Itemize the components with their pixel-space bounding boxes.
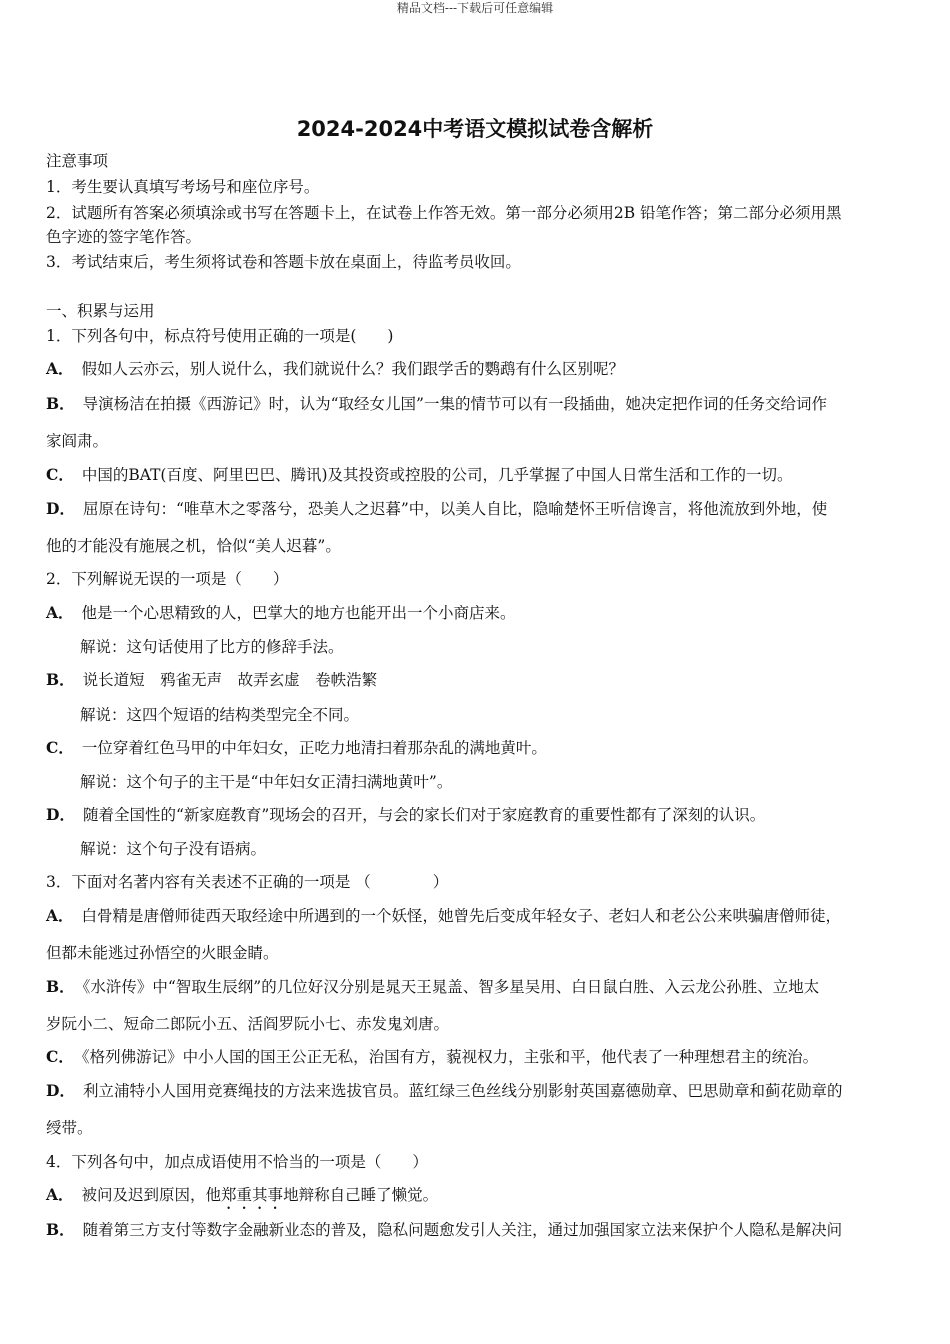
option-label: B．: [46, 670, 75, 689]
notice-item-1: 1．考生要认真填写考场号和座位序号。: [46, 178, 320, 196]
q2-stem: 2．下列解说无误的一项是（ ）: [46, 570, 289, 588]
option-text: 利立浦特小人国用竞赛绳技的方法来选拔官员。蓝红绿三色丝线分别影射英国嘉德勋章、巴思勋章和蓟花勋章的: [82, 1082, 843, 1100]
option-text: 随着全国性的“新家庭教育”现场会的召开，与会的家长们对于家庭教育的重要性都有了深刻的认识。: [82, 806, 766, 824]
q3-stem: 3．下面对名著内容有关表述不正确的一项是 （ ）: [46, 873, 449, 891]
q1-option-b: [46, 394, 904, 414]
q1-option-b-cont: 家阎肃。: [46, 432, 109, 450]
option-text: 《水浒传》中“智取生辰纲”的几位好汉分别是晁天王晁盖、智多星吴用、白日鼠白胜、入云龙公孙胜、立地太: [82, 978, 820, 996]
notice-item-3: 3．考试结束后，考生须将试卷和答题卡放在桌面上，待监考员收回。: [46, 253, 521, 271]
q2-option-a: [46, 603, 904, 623]
option-label: C．: [46, 738, 74, 757]
q1-option-c: [46, 465, 904, 485]
option-text: 假如人云亦云，别人说什么，我们就说什么？我们跟学舌的鹦鹉有什么区别呢？: [81, 360, 625, 378]
page-title: 2024-2024中考语文模拟试卷含解析: [296, 117, 654, 141]
option-text: 他是一个心思精致的人，巴掌大的地方也能开出一个小商店来。: [81, 604, 516, 622]
q1-stem: 1．下列各句中，标点符号使用正确的一项是( ): [46, 327, 394, 345]
option-text: 一位穿着红色马甲的中年妇女，正吃力地清扫着那杂乱的满地黄叶。: [81, 739, 547, 757]
q4-option-b: [46, 1220, 904, 1240]
option-label: C．: [46, 465, 74, 484]
option-label: D．: [46, 805, 75, 824]
q4-option-a: [46, 1185, 904, 1213]
header-note: 精品文档---下载后可任意编辑: [396, 1, 554, 15]
notice-item-2: 2．试题所有答案必须填涂或书写在答题卡上，在试卷上作答无效。第一部分必须用2B 铅笔作答；第二部分必须用黑: [46, 204, 842, 222]
q1-option-d-cont: 他的才能没有施展之机，恰似“美人迟暮”。: [46, 537, 341, 555]
option-text-post: 地辩称自己睡了懒觉。: [283, 1186, 439, 1204]
option-label: A．: [46, 603, 74, 622]
q1-option-d: [46, 499, 904, 519]
q2-option-c: [46, 738, 904, 758]
q1-option-a: [46, 359, 904, 379]
option-text: 《格列佛游记》中小人国的国王公正无私，治国有方，藐视权力，主张和平，他代表了一种理想君主的统治。: [81, 1048, 819, 1066]
q2-option-c-note: 解说：这个句子的主干是“中年妇女正清扫满地黄叶”。: [80, 773, 453, 791]
option-text-pre: 被问及迟到原因，他: [81, 1186, 222, 1204]
option-label: B．: [46, 394, 75, 413]
option-label: A．: [46, 1185, 74, 1204]
option-text: 中国的BAT(百度、阿里巴巴、腾讯)及其投资或控股的公司，几乎掌握了中国人日常生活和工作的一切。: [81, 466, 793, 484]
q3-option-a: [46, 906, 904, 926]
q3-option-c: [46, 1047, 904, 1067]
q3-option-d-cont: 绶带。: [46, 1119, 93, 1137]
q4-stem: 4．下列各句中，加点成语使用不恰当的一项是（ ）: [46, 1153, 428, 1171]
option-label: D．: [46, 499, 75, 518]
option-label: B．: [46, 977, 75, 996]
q3-option-b-cont: 岁阮小二、短命二郎阮小五、活阎罗阮小七、赤发鬼刘唐。: [46, 1015, 450, 1033]
q3-option-a-cont: 但都未能逃过孙悟空的火眼金睛。: [46, 944, 279, 962]
dotted-idiom: 郑重其事: [221, 1186, 284, 1204]
q2-option-b-note: 解说：这四个短语的结构类型完全不同。: [80, 706, 360, 724]
option-label: D．: [46, 1081, 75, 1100]
q3-option-b: [46, 977, 904, 997]
option-label: A．: [46, 906, 74, 925]
q2-option-d: [46, 805, 904, 825]
option-label: C．: [46, 1047, 74, 1066]
option-text: 导演杨洁在拍摄《西游记》时，认为“取经女儿国”一集的情节可以有一段插曲，她决定把作词的任务交给词作: [82, 395, 827, 413]
option-label: B．: [46, 1220, 75, 1239]
option-text: 白骨精是唐僧师徒西天取经途中所遇到的一个妖怪，她曾先后变成年轻女子、老妇人和老公公来哄骗唐僧师徒，: [81, 907, 842, 925]
option-text: 说长道短 鸦雀无声 故弄玄虚 卷帙浩繁: [82, 671, 378, 689]
q2-option-a-note: 解说：这句话使用了比方的修辞手法。: [80, 638, 344, 656]
notice-heading: 注意事项: [46, 152, 109, 170]
option-text: 屈原在诗句：“唯草木之零落兮，恐美人之迟暮”中，以美人自比，隐喻楚怀王听信谗言，将他流放到外地，使: [82, 500, 828, 518]
option-text: 随着第三方支付等数字金融新业态的普及，隐私问题愈发引人关注，通过加强国家立法来保护个人隐私是解决问: [82, 1221, 843, 1239]
q3-option-d: [46, 1081, 904, 1101]
notice-item-2-cont: 色字迹的签字笔作答。: [46, 228, 202, 246]
q2-option-b: [46, 670, 904, 690]
section-heading: 一、积累与运用: [46, 302, 155, 320]
option-label: A．: [46, 359, 74, 378]
q2-option-d-note: 解说：这个句子没有语病。: [80, 840, 267, 858]
